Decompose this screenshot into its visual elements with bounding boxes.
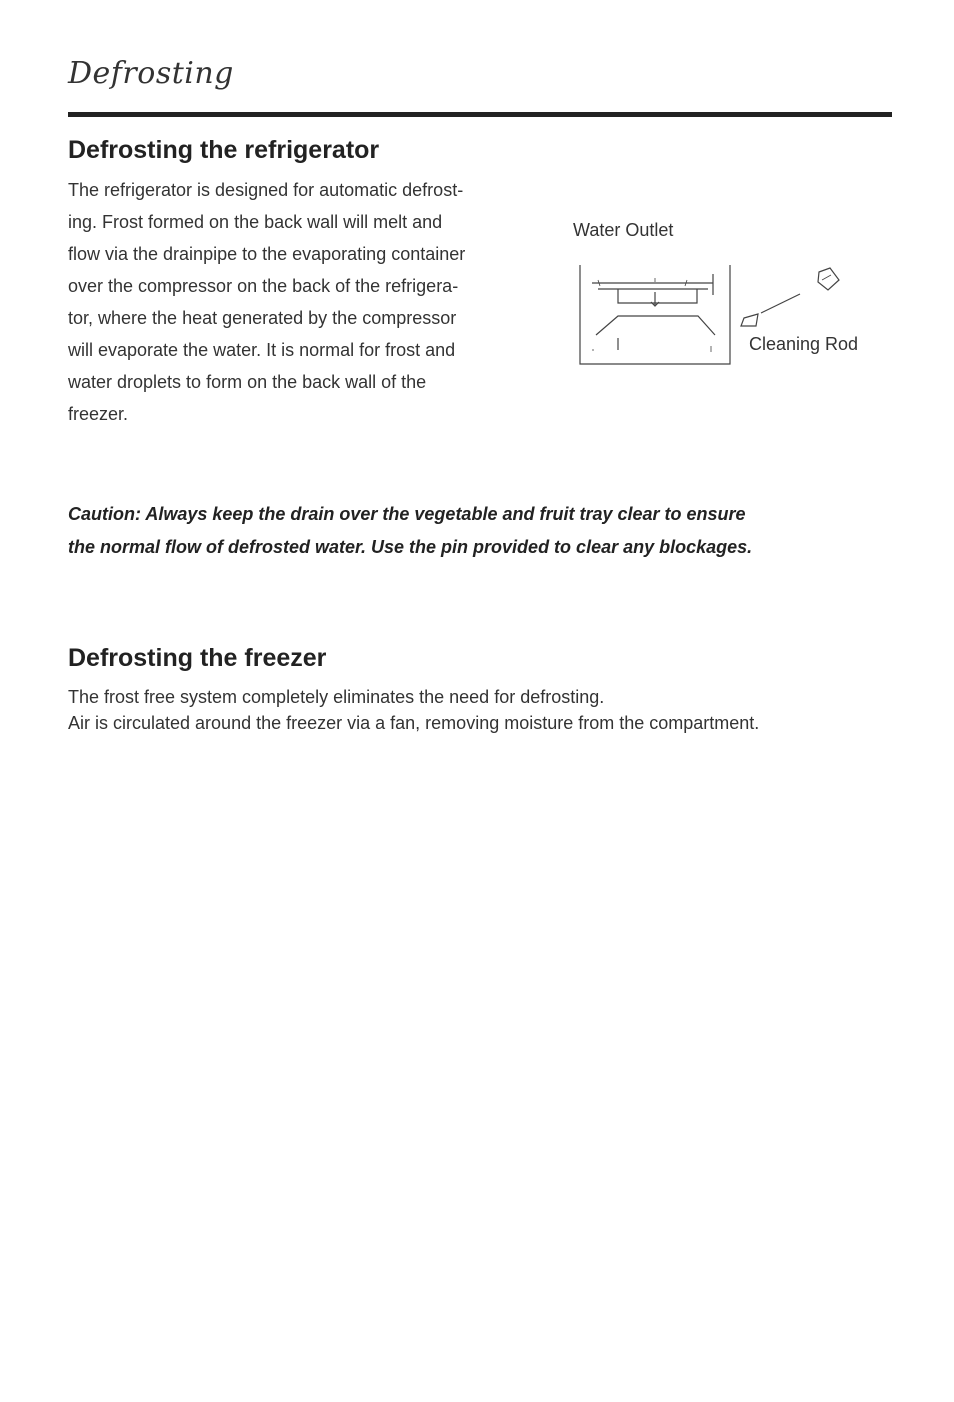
caution-line: Caution: Always keep the drain over the vegetable and fruit tray clear to ensure: [68, 504, 746, 524]
paragraph-line: The frost free system completely eliminates the need for defrosting.: [68, 687, 605, 707]
paragraph-line: freezer.: [68, 404, 129, 424]
paragraph-line: The refrigerator is designed for automatic defrost-: [68, 180, 464, 200]
cleaning-rod-label: Cleaning Rod: [749, 334, 859, 354]
paragraph-line: over the compressor on the back of the refrigera-: [68, 276, 459, 296]
freezer-paragraph: [68, 684, 898, 736]
water-outlet-label: Water Outlet: [573, 220, 674, 240]
refrigerator-paragraph: [68, 174, 548, 430]
paragraph-line: flow via the drainpipe to the evaporating container: [68, 244, 466, 264]
caution-line: the normal flow of defrosted water. Use the pin provided to clear any blockages.: [68, 537, 753, 557]
paragraph-line: water droplets to form on the back wall of the: [68, 372, 427, 392]
paragraph-line: tor, where the heat generated by the compressor: [68, 308, 457, 328]
section-heading-refrigerator: Defrosting the refrigerator: [68, 136, 380, 164]
page-title: Defrosting: [68, 56, 234, 91]
title-rule: [68, 112, 892, 117]
paragraph-line: will evaporate the water. It is normal for frost and: [68, 340, 456, 360]
paragraph-line: Air is circulated around the freezer via a fan, removing moisture from the compartment.: [68, 713, 760, 733]
caution-note: [68, 498, 898, 564]
section-heading-freezer: Defrosting the freezer: [68, 644, 327, 672]
paragraph-line: ing. Frost formed on the back wall will melt and: [68, 212, 443, 232]
drain-diagram: [560, 210, 900, 380]
